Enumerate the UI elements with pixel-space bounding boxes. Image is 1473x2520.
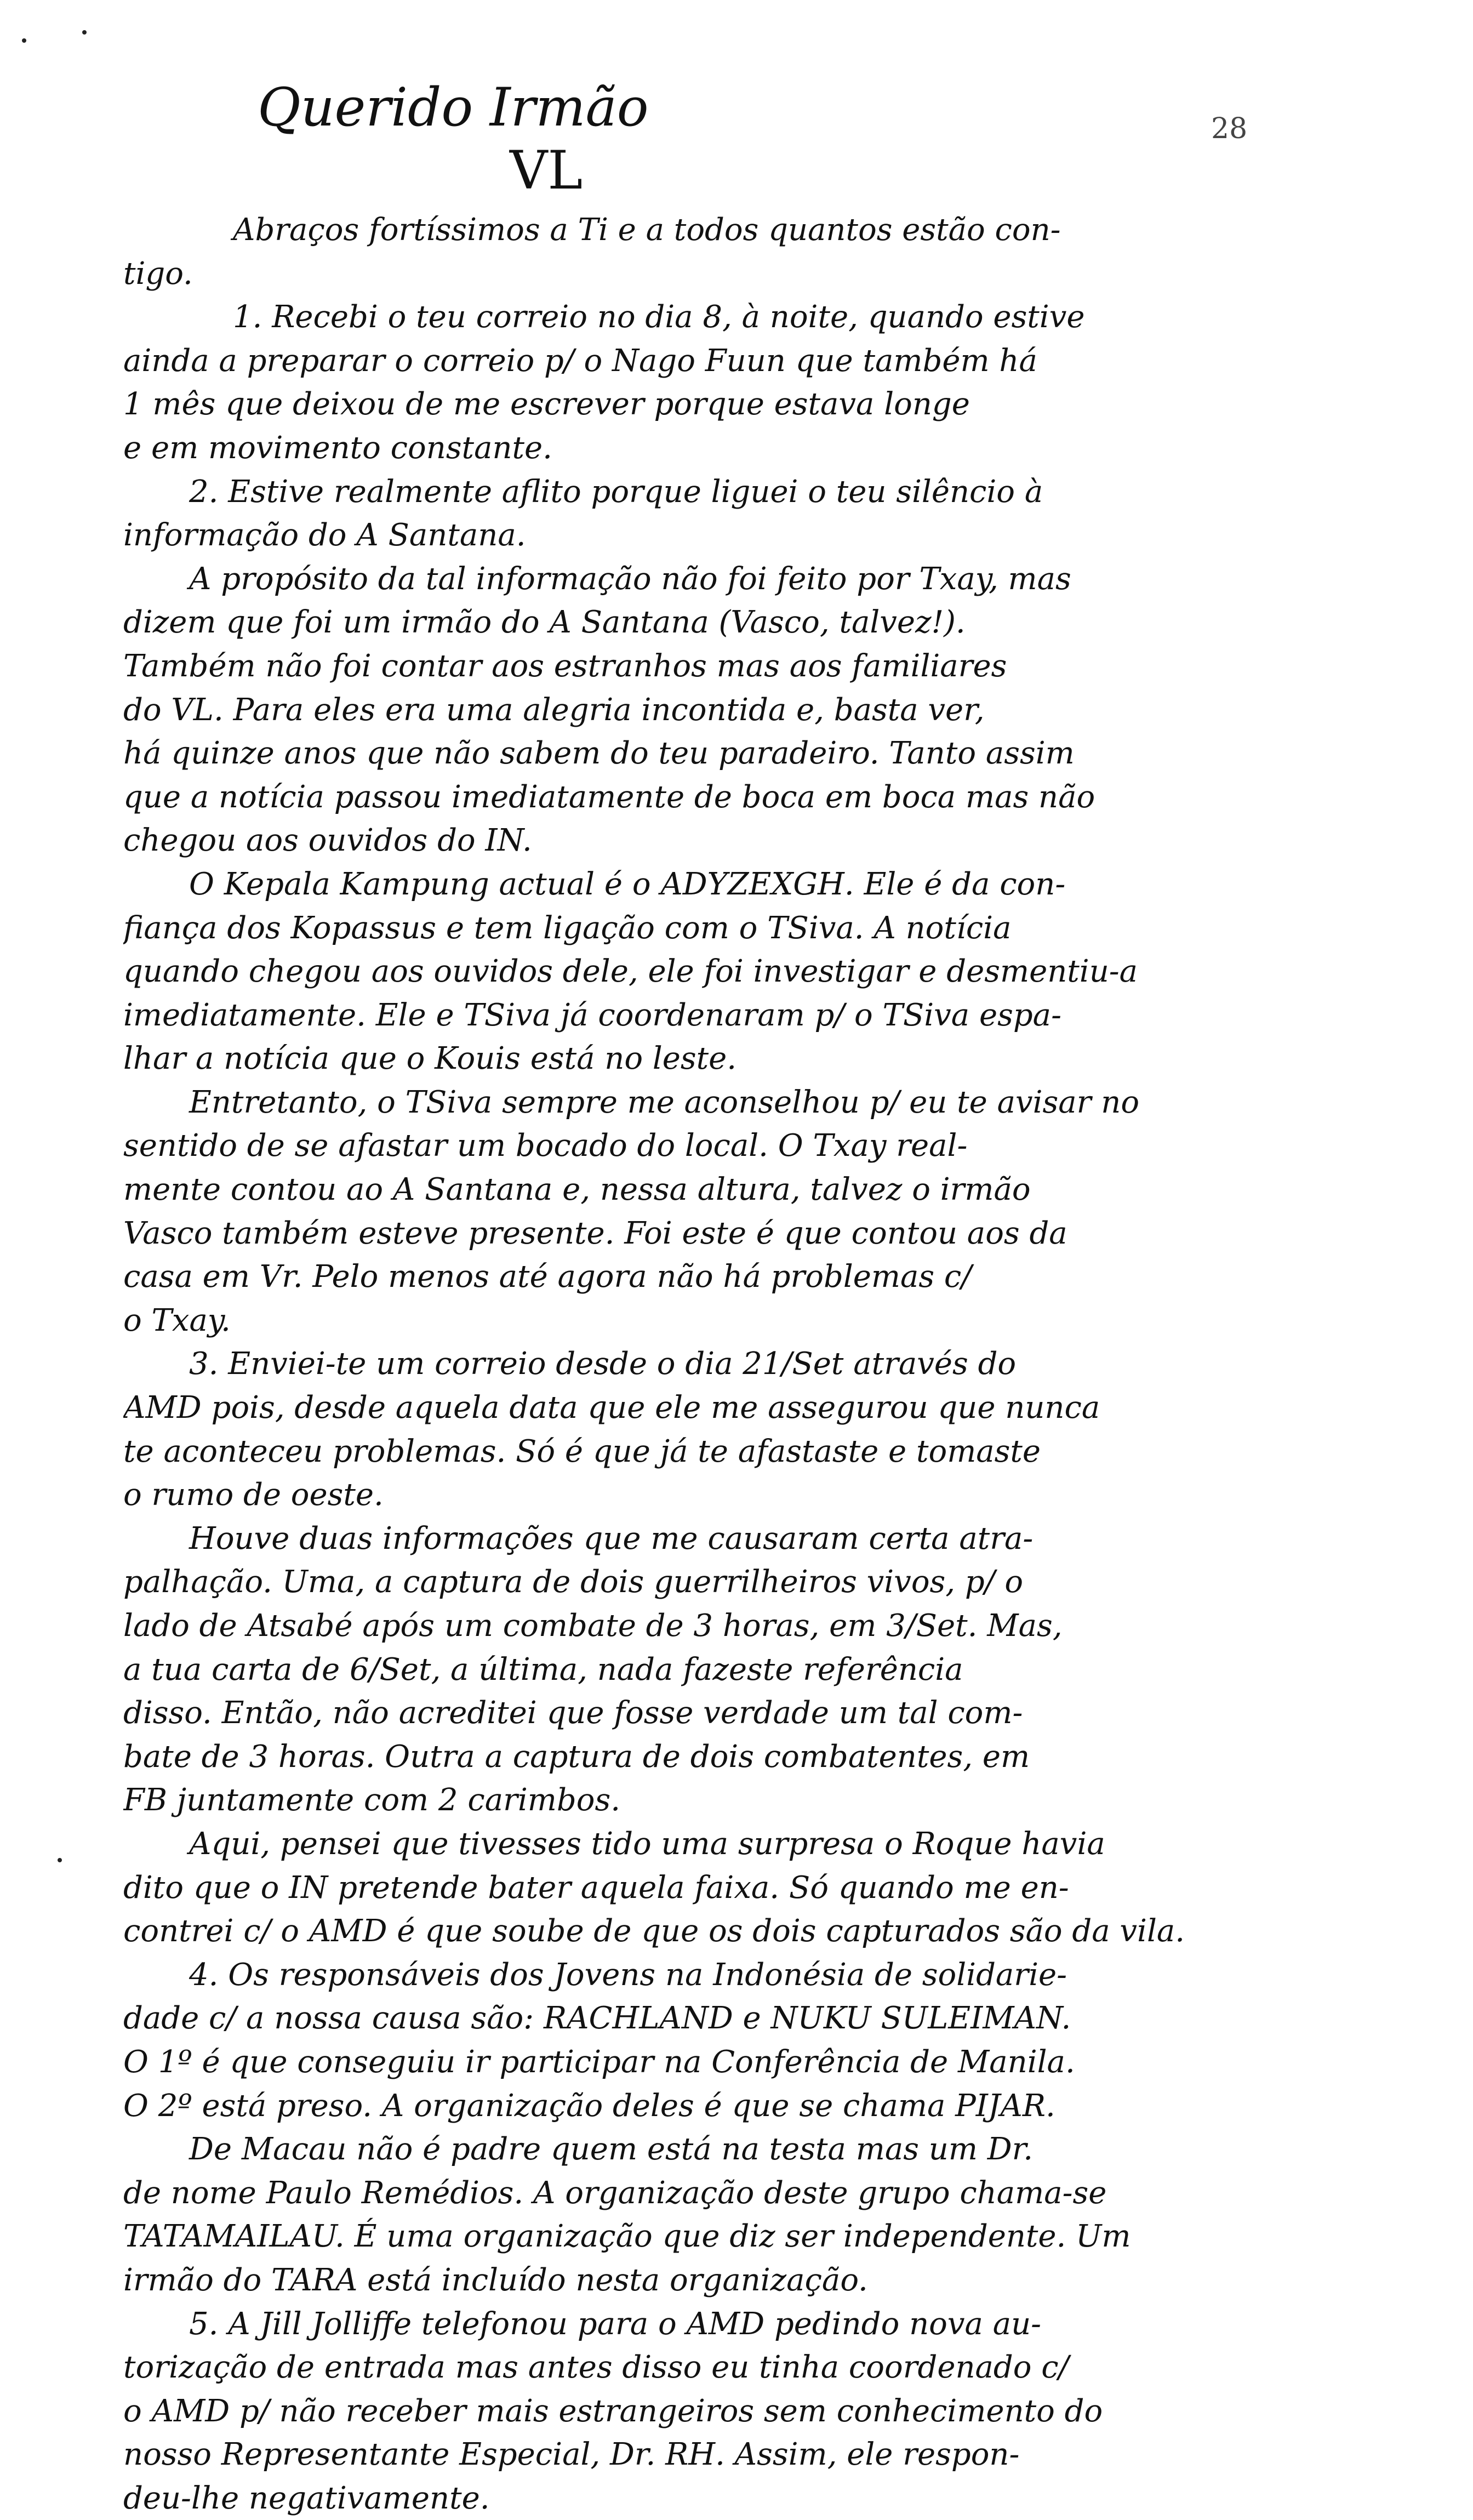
letter-line: a tua carta de 6/Set, a última, nada fazeste referência [123,1651,963,1687]
letter-line: Aqui, pensei que tivesses tido uma surpresa o Roque havia [189,1826,1105,1862]
letter-line: imediatamente. Ele e TSiva já coordenaram p/ o TSiva espa- [123,997,1061,1033]
letter-line: FB juntamente com 2 carimbos. [123,1782,620,1818]
page-number: 28 [1211,112,1248,145]
letter-line: A propósito da tal informação não foi feito por Txay, mas [189,561,1071,597]
letter-line: De Macau não é padre quem está na testa mas um Dr. [189,2131,1034,2168]
letter-line: deu-lhe negativamente. [123,2480,490,2516]
letter-line: que a notícia passou imediatamente de boca em boca mas não [123,779,1095,815]
letter-line: lado de Atsabé após um combate de 3 horas, em 3/Set. Mas, [123,1608,1063,1644]
letter-line: bate de 3 horas. Outra a captura de dois combatentes, em [123,1738,1030,1775]
letter-line: sentido de se afastar um bocado do local. O Txay real- [123,1128,968,1164]
letter-line: Entretanto, o TSiva sempre me aconselhou p/ eu te avisar no [189,1084,1140,1120]
letter-line: fiança dos Kopassus e tem ligação com o TSiva. A notícia [123,910,1012,946]
letter-line: O Kepala Kampung actual é o ADYZEXGH. Ele é da con- [189,866,1066,902]
letter-line: há quinze anos que não sabem do teu paradeiro. Tanto assim [123,736,1075,772]
letter-line: O 1º é que conseguiu ir participar na Conferência de Manila. [123,2044,1075,2080]
letter-line: do VL. Para eles era uma alegria incontida e, basta ver, [123,692,985,728]
letter-line: dizem que foi um irmão do A Santana (Vasco, talvez!). [123,605,966,641]
letter-line: o Txay. [123,1302,231,1338]
letter-line: dito que o IN pretende bater aquela faixa. Só quando me en- [123,1869,1069,1906]
letter-line: 1 mês que deixou de me escrever porque estava longe [123,386,970,423]
scan-speck [58,1858,62,1862]
letter-line: Abraços fortíssimos a Ti e a todos quantos estão con- [233,212,1061,248]
letter-line: informação do A Santana. [123,517,526,554]
letter-line: palhação. Uma, a captura de dois guerrilheiros vivos, p/ o [123,1564,1024,1600]
letter-line: 5. A Jill Jolliffe telefonou para o AMD pedindo nova au- [189,2306,1042,2342]
letter-line: disso. Então, não acreditei que fosse verdade um tal com- [123,1695,1023,1731]
letter-line: te aconteceu problemas. Só é que já te afastaste e tomaste [123,1433,1041,1469]
letter-line: o AMD p/ não receber mais estrangeiros sem conhecimento do [123,2393,1103,2429]
letter-line: 2. Estive realmente aflito porque liguei o teu silêncio à [189,474,1043,510]
salutation: Querido Irmão [258,77,649,138]
letter-line: contrei c/ o AMD é que soube de que os dois capturados são da vila. [123,1913,1185,1949]
letter-line: nosso Representante Especial, Dr. RH. Assim, ele respon- [123,2437,1020,2473]
letter-line: o rumo de oeste. [123,1477,384,1513]
letter-line: TATAMAILAU. É uma organização que diz ser independente. Um [123,2219,1131,2255]
letter-line: tigo. [123,255,193,292]
scan-speck [22,38,26,43]
letter-line: 4. Os responsáveis dos Jovens na Indonésia de solidarie- [189,1957,1067,1993]
letter-line: Também não foi contar aos estranhos mas aos familiares [123,648,1007,684]
letter-line: e em movimento constante. [123,430,552,466]
letter-line: de nome Paulo Remédios. A organização deste grupo chama-se [123,2175,1107,2211]
letter-line: Vasco também esteve presente. Foi este é que contou aos da [123,1215,1067,1251]
letter-body [123,208,1345,2520]
letter-line: lhar a notícia que o Kouis está no leste. [123,1041,737,1077]
letter-line: casa em Vr. Pelo menos até agora não há problemas c/ [123,1259,972,1295]
letter-line: dade c/ a nossa causa são: RACHLAND e NUKU SULEIMAN. [123,2000,1071,2037]
scan-speck [82,30,87,35]
letter-line: chegou aos ouvidos do IN. [123,823,532,859]
letter-line: 1. Recebi o teu correio no dia 8, à noite, quando estive [233,299,1085,335]
letter-line: 3. Enviei-te um correio desde o dia 21/Set através do [189,1346,1017,1382]
letter-line: AMD pois, desde aquela data que ele me assegurou que nunca [123,1390,1100,1426]
letter-line: Houve duas informações que me causaram certa atra- [189,1520,1034,1557]
addressee-initials: VL [510,140,583,201]
letter-line: ainda a preparar o correio p/ o Nago Fuun que também há [123,343,1037,379]
letter-line: torização de entrada mas antes disso eu tinha coordenado c/ [123,2350,1069,2386]
letter-line: O 2º está preso. A organização deles é que se chama PIJAR. [123,2088,1055,2124]
letter-line: mente contou ao A Santana e, nessa altura, talvez o irmão [123,1172,1031,1208]
letter-line: irmão do TARA está incluído nesta organização. [123,2262,868,2298]
letter-line: quando chegou aos ouvidos dele, ele foi investigar e desmentiu-a [123,954,1138,990]
